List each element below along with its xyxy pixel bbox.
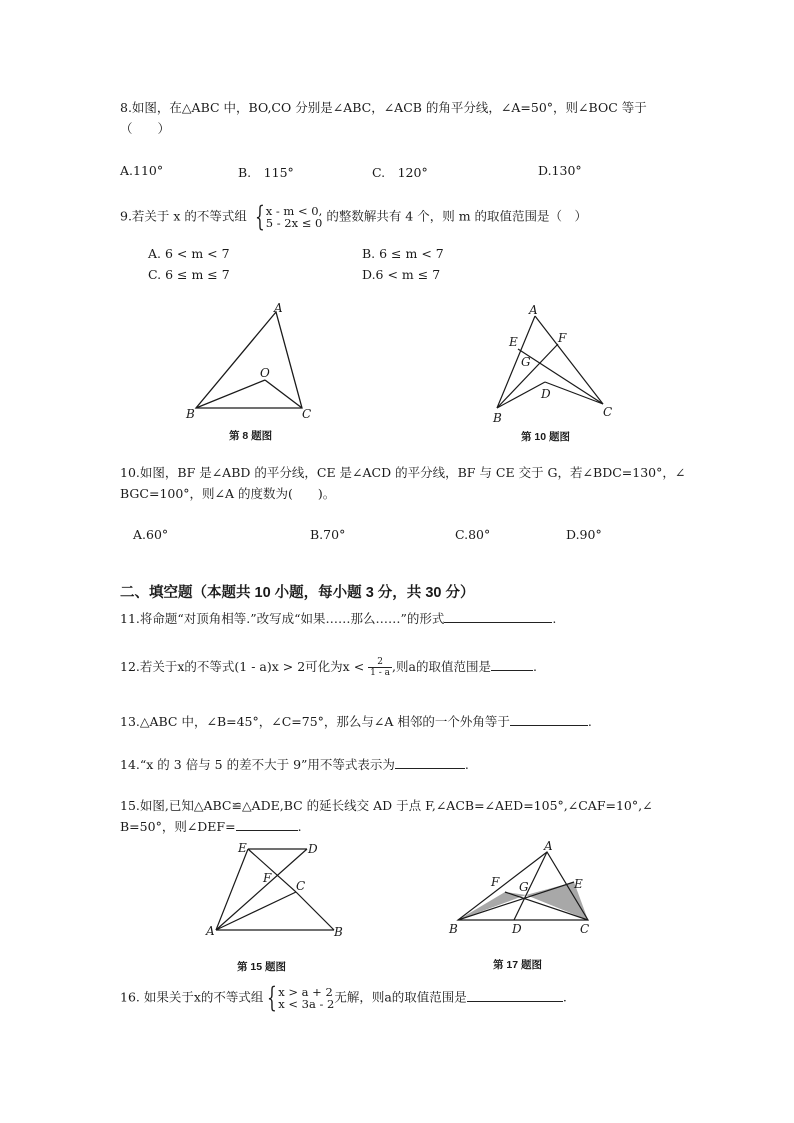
q9-brace: { — [254, 200, 265, 233]
q9-prefix: 9.若关于 x 的不等式组 — [120, 208, 247, 224]
q15-answer-blank[interactable] — [236, 818, 298, 831]
fig15-label-d: D — [308, 842, 318, 856]
fig8-label-b: B — [186, 407, 195, 421]
q9-suffix: 的整数解共有 4 个，则 m 的取值范围是（ ） — [326, 208, 588, 224]
q16-suffix: 无解，则a的取值范围是 — [334, 989, 467, 1005]
figure-17 — [445, 838, 595, 938]
fig10-label-e: E — [509, 335, 518, 349]
fig8-label-a: A — [274, 301, 283, 315]
q14-stem: 14.“x 的 3 倍与 5 的差不大于 9”用不等式表示为 . — [120, 757, 469, 772]
q13-text: 13.△ABC 中，∠B=45°，∠C=75°，那么与∠A 相邻的一个外角等于 — [120, 714, 510, 729]
q9-option-b: B. 6 ≤ m < 7 — [362, 246, 444, 261]
fig8-caption: 第 8 题图 — [229, 430, 273, 442]
q9-system — [266, 205, 323, 229]
q12-prefix: 12.若关于x的不等式(1 - a)x > 2可化为x < — [120, 659, 365, 674]
fig10-caption: 第 10 题图 — [521, 431, 571, 443]
q10-option-a: A.60° — [133, 527, 169, 542]
q10-stem-line2: BGC=100°，则∠A 的度数为( )。 — [120, 486, 336, 501]
fig10-label-a: A — [529, 303, 538, 317]
q8-stem-line2: （ ） — [120, 121, 171, 136]
section-2-title: 二、填空题（本题共 10 小题，每小题 3 分，共 30 分） — [120, 585, 475, 601]
fig17-label-e: E — [574, 877, 583, 891]
fig10-label-d: D — [541, 387, 551, 401]
q10-option-b: B.70° — [310, 527, 346, 542]
fig17-label-c: C — [580, 922, 590, 936]
q16-system — [278, 986, 334, 1010]
fig17-label-d: D — [512, 922, 522, 936]
fig15-label-f: F — [263, 871, 272, 885]
q16-brace: { — [267, 981, 278, 1014]
q8-stem-line1: 8.如图，在△ABC 中，BO,CO 分别是∠ABC，∠ACB 的角平分线，∠A=50°，则∠BOC 等于 — [120, 100, 647, 115]
q11-answer-blank[interactable] — [444, 610, 552, 623]
fig10-label-g: G — [521, 355, 531, 369]
q12-stem: 12.若关于x的不等式(1 - a)x > 2可化为x < $\frac{2}{1 - a}$ ,则a的取值范围是 . — [120, 657, 537, 678]
figure-15 — [200, 838, 350, 943]
fig15-caption: 第 15 题图 — [237, 961, 287, 973]
q16-prefix: 16. 如果关于x的不等式组 — [120, 989, 264, 1005]
q16-system-line2: x < 3a - 2 — [278, 997, 335, 1011]
q9-option-d: D.6 < m ≤ 7 — [362, 267, 441, 282]
fig10-label-f: F — [558, 331, 567, 345]
q11-text: 11.将命题“对顶角相等.”改写成“如果……那么……”的形式 — [120, 611, 445, 626]
fig17-label-a: A — [544, 839, 553, 853]
q16-system-line1: x > a + 2 — [278, 985, 333, 999]
q9-stem — [120, 200, 588, 233]
q16-stem: 16. 如果关于x的不等式组 { x > a + 2 x < 3a - 2 无解，则a的取值范围是 . — [120, 981, 567, 1014]
q8-option-d: D.130° — [538, 163, 582, 178]
q10-stem-line1: 10.如图，BF 是∠ABD 的平分线，CE 是∠ACD 的平分线，BF 与 CE 交于 G，若∠BDC=130°，∠ — [120, 465, 686, 480]
q9-option-c: C. 6 ≤ m ≤ 7 — [148, 267, 230, 282]
fig8-label-o: O — [260, 366, 270, 380]
q12-answer-blank[interactable] — [491, 658, 533, 671]
q10-option-d: D.90° — [566, 527, 602, 542]
q8-option-b: B. 115° — [238, 165, 294, 180]
q8-option-c: C. 120° — [372, 165, 428, 180]
fig17-label-f: F — [491, 875, 500, 889]
q11-stem: 11.将命题“对顶角相等.”改写成“如果……那么……”的形式 . — [120, 611, 557, 626]
q9-system-line1: x - m < 0, — [265, 204, 323, 218]
q15-stem-line1: 15.如图,已知△ABC≌△ADE,BC 的延长线交 AD 于点 F,∠ACB=∠AED=105°,∠CAF=10°,∠ — [120, 798, 653, 813]
fig15-label-b: B — [334, 925, 343, 939]
q8-option-a: A.110° — [120, 163, 164, 178]
q12-suffix: ,则a的取值范围是 — [392, 659, 491, 674]
figure-10 — [485, 300, 625, 425]
q9-system-line2: 5 - 2x ≤ 0 — [265, 216, 323, 230]
q14-answer-blank[interactable] — [395, 756, 465, 769]
q9-option-a: A. 6 < m < 7 — [148, 246, 230, 261]
q16-answer-blank[interactable] — [467, 989, 563, 1002]
q15-stem-line2: B=50°，则∠DEF= . — [120, 819, 302, 834]
fig17-label-b: B — [449, 922, 458, 936]
q12-fraction: $\frac{2}{1 - a}$ — [370, 657, 391, 678]
fig10-label-b: B — [493, 411, 502, 425]
fig15-label-c: C — [296, 879, 306, 893]
q10-option-c: C.80° — [455, 527, 491, 542]
q13-answer-blank[interactable] — [510, 713, 588, 726]
fig15-label-e: E — [238, 841, 247, 855]
fig8-label-c: C — [302, 407, 312, 421]
fig15-label-a: A — [206, 924, 215, 938]
q14-text: 14.“x 的 3 倍与 5 的差不大于 9”用不等式表示为 — [120, 757, 395, 772]
fig17-label-g: G — [519, 880, 529, 894]
q13-stem: 13.△ABC 中，∠B=45°，∠C=75°，那么与∠A 相邻的一个外角等于 . — [120, 714, 592, 729]
fig17-caption: 第 17 题图 — [493, 959, 543, 971]
figure-8 — [180, 300, 320, 425]
fig10-label-c: C — [603, 405, 613, 419]
